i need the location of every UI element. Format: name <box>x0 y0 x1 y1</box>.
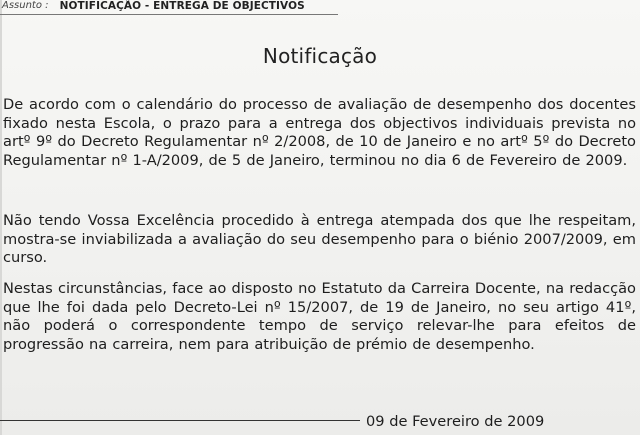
subject-underline <box>0 14 338 15</box>
document-title: Notificação <box>262 44 378 68</box>
paragraph-evaluation: Não tendo Vossa Excelência procedido à entrega atempada dos que lhe respeitam, mostra-se inviabilizada a avaliação do seu desempenho para o biénio 2007/2009, em curso. <box>3 212 636 266</box>
subject-value: NOTIFICAÇÃO - ENTREGA DE OBJECTIVOS <box>59 0 305 12</box>
paragraph-consequences: Nestas circunstâncias, face ao disposto no Estatuto da Carreira Docente, na redacção que lhe foi dada pelo Decreto-Lei nº 15/2007, de 19 de Janeiro, no seu artigo 41º, não poderá o correspondente tempo de serviço relevar-lhe para efeitos de progressão na carreira, nem para atribuição de prémio de desempenho. <box>3 280 636 353</box>
document-date: 09 de Fevereiro de 2009 <box>366 413 545 430</box>
paragraph-deadline: De acordo com o calendário do processo de avaliação de desempenho dos docentes fixado nesta Escola, o prazo para a entrega dos objectivos individuais prevista no artº 9º do Decreto Regulamentar nº 2/2008, de 10 de Janeiro e no artº 5º do Decreto Regulamentar nº 1-A/2009, de 5 de Janeiro, terminou no dia 6 de Fevereiro de 2009. <box>3 96 636 169</box>
signature-line <box>0 420 360 421</box>
subject-label: Assunto : <box>2 0 49 11</box>
